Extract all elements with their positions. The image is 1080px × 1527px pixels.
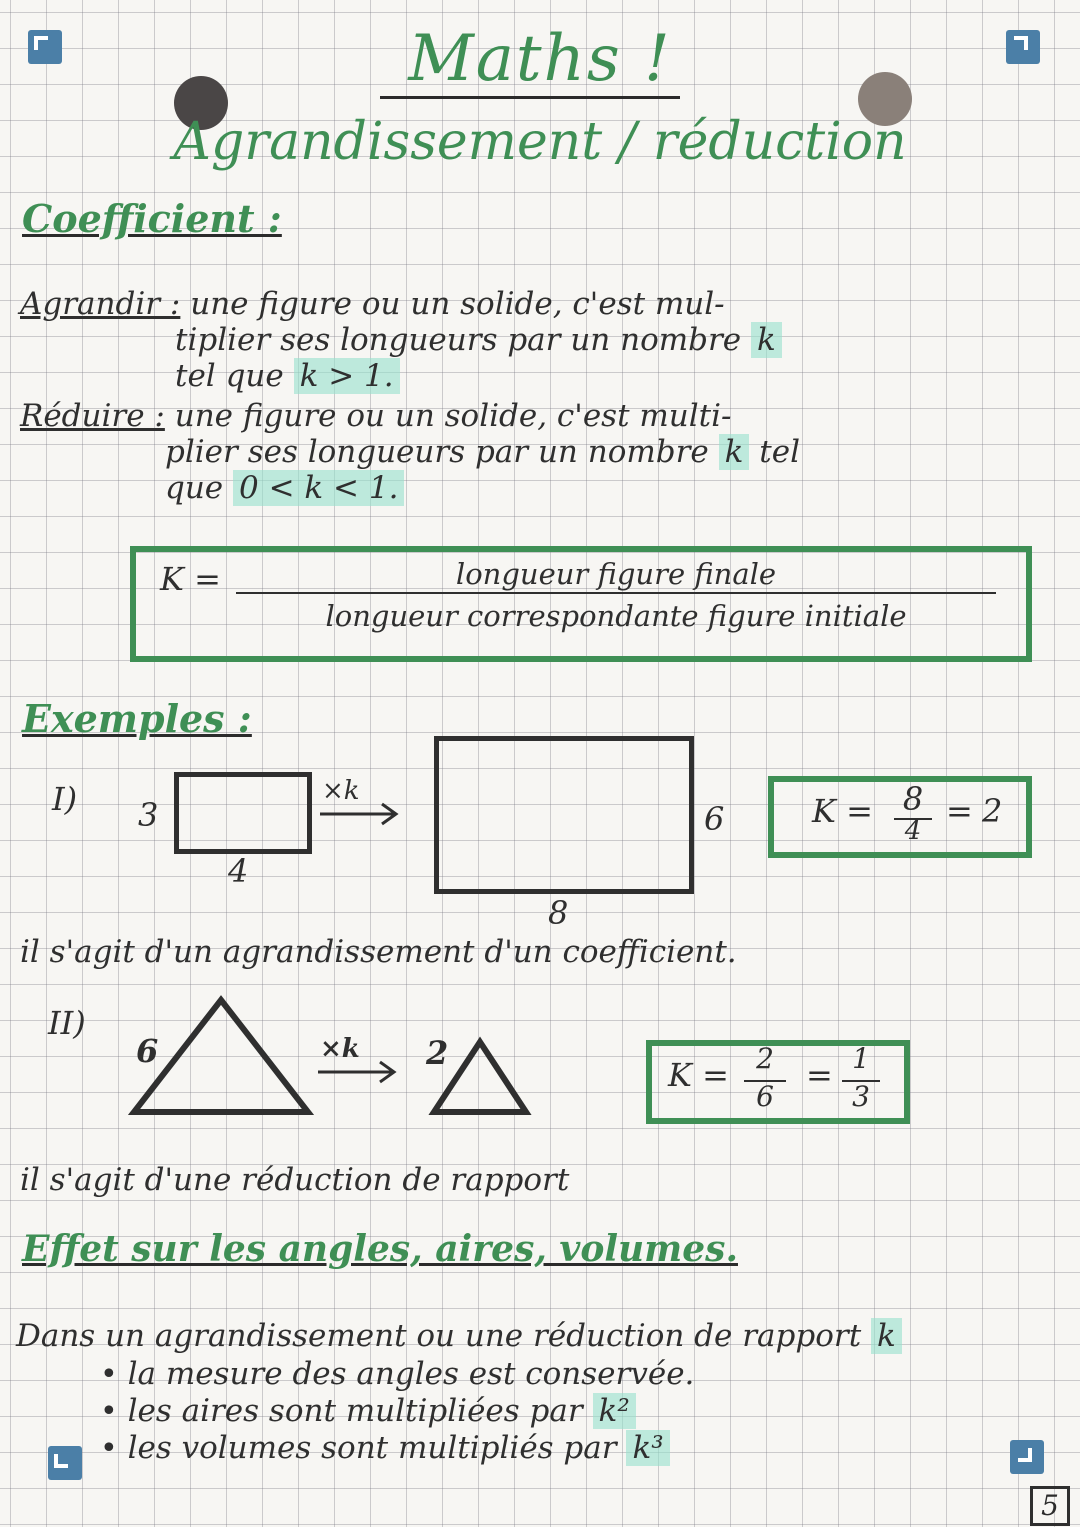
- formula-denominator: longueur correspondante figure initiale: [325, 599, 907, 633]
- example1-result-equals: =: [946, 792, 973, 830]
- formula-box: [130, 546, 1032, 662]
- coefficient-heading: Coefficient :: [22, 196, 282, 241]
- example2-big-triangle: [128, 994, 314, 1118]
- effects-bullet-angles-text: la mesure des angles est conservée.: [127, 1356, 695, 1392]
- agrandir-term: Agrandir :: [20, 286, 181, 322]
- example1-big-height: 6: [704, 800, 725, 838]
- agrandir-line-2: [20, 322, 1070, 358]
- example1-arrow-label: ×k: [322, 776, 360, 806]
- formula-fraction-bar: [236, 592, 996, 594]
- reduire-text-1: une figure ou un solide, c'est multi-: [174, 398, 732, 434]
- agrandir-condition: k > 1.: [294, 358, 400, 394]
- example1-big-rectangle: [434, 736, 694, 894]
- effects-bullet-aires: [100, 1393, 1060, 1430]
- example2-small-side: 2: [426, 1034, 449, 1072]
- example1-result-box: [768, 776, 1032, 858]
- bullet-dot-icon: •: [100, 1394, 118, 1429]
- reduire-text-2b: tel: [759, 434, 801, 470]
- effects-bullet-list: [100, 1356, 1060, 1467]
- examples-heading: Exemples :: [22, 696, 252, 741]
- reduire-k: k: [719, 434, 750, 470]
- example1-conclusion: il s'agit d'un agrandissement d'un coefficient.: [20, 934, 737, 970]
- agrandir-text-1: une figure ou un solide, c'est mul-: [190, 286, 725, 322]
- example1-result-denominator: 4: [904, 816, 922, 846]
- example2-result-numerator: 2: [756, 1042, 774, 1075]
- example2-small-triangle: [428, 1036, 532, 1118]
- formula-numerator: longueur figure finale: [455, 557, 777, 591]
- example1-small-height: 3: [138, 796, 159, 834]
- bullet-dot-icon: •: [100, 1357, 118, 1392]
- agrandir-text-3: tel que: [175, 358, 284, 394]
- example1-big-width: 8: [548, 894, 569, 932]
- example1-arrow-icon: [318, 800, 402, 828]
- page-subtitle: Agrandissement / réduction: [173, 112, 907, 172]
- example2-result-box: [646, 1040, 910, 1124]
- example2-label: II): [48, 1004, 86, 1042]
- reduire-line-1: [20, 398, 1070, 434]
- reduire-line-2: [20, 434, 1070, 470]
- agrandir-k: k: [751, 322, 782, 358]
- effects-bullet-volumes: [100, 1430, 1060, 1467]
- example1-result-lhs: K =: [812, 792, 873, 830]
- reduire-condition: 0 < k < 1.: [233, 470, 404, 506]
- example1-result-value: 2: [982, 792, 1003, 830]
- example2-result-lhs: K =: [668, 1056, 729, 1094]
- example1-label: I): [52, 780, 78, 818]
- reduire-text-2: plier ses longueurs par un nombre: [165, 434, 709, 470]
- agrandir-line-3: [20, 358, 1070, 394]
- example2-result-equals: =: [806, 1056, 833, 1094]
- effects-intro-line: [16, 1318, 1066, 1354]
- reduire-text-3: que: [165, 470, 224, 506]
- bullet-dot-icon: •: [100, 1431, 118, 1466]
- example2-result-value-denominator: 3: [852, 1080, 870, 1113]
- example1-small-rectangle: [174, 772, 312, 854]
- example2-result-value-numerator: 1: [852, 1042, 870, 1075]
- effects-intro-k: k: [871, 1318, 902, 1354]
- agrandir-definition: [20, 286, 1070, 394]
- effects-bullet-volumes-text: les volumes sont multipliés par: [127, 1430, 617, 1466]
- formula-lhs: K =: [160, 560, 221, 598]
- effects-intro: Dans un agrandissement ou une réduction de rapport: [16, 1318, 862, 1354]
- volume-factor: k³: [626, 1430, 669, 1466]
- example1-result-numerator: 8: [902, 780, 924, 818]
- example2-conclusion: il s'agit d'une réduction de rapport: [20, 1162, 570, 1198]
- effects-bullet-angles: [100, 1356, 1060, 1393]
- title-underline: [380, 96, 680, 99]
- agrandir-line-1: [20, 286, 1070, 322]
- example2-arrow-label: ×k: [320, 1034, 360, 1064]
- reduire-line-3: [20, 470, 1070, 506]
- example1-small-width: 4: [228, 852, 249, 890]
- reduire-term: Réduire :: [20, 398, 165, 434]
- page-number: 5: [1030, 1486, 1070, 1526]
- aire-factor: k²: [593, 1393, 636, 1429]
- agrandir-text-2: tiplier ses longueurs par un nombre: [175, 322, 742, 358]
- corner-marker-bottom-left-icon: [48, 1446, 82, 1480]
- reduire-definition: [20, 398, 1070, 506]
- effects-heading: Effet sur les angles, aires, volumes.: [22, 1228, 738, 1270]
- example2-big-side: 6: [136, 1032, 159, 1070]
- example2-arrow-icon: [316, 1058, 400, 1086]
- page-title: Maths !: [408, 22, 672, 96]
- effects-bullet-aires-text: les aires sont multipliées par: [127, 1393, 583, 1429]
- example2-result-denominator: 6: [756, 1080, 774, 1113]
